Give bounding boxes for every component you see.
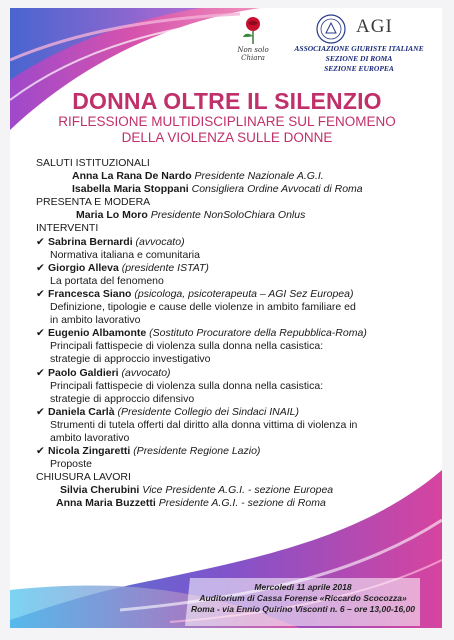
speaker-role: (Sostituto Procuratore della Repubblica-Roma) (149, 327, 367, 340)
speaker-line (36, 209, 436, 222)
speaker-name: Paolo Galdieri (48, 366, 119, 379)
checkmark-icon: ✔ (36, 235, 45, 248)
speaker-name: Silvia Cherubini (60, 484, 140, 497)
checkmark-icon: ✔ (36, 366, 45, 379)
intervention-line (36, 236, 436, 249)
intervention-line (36, 445, 436, 458)
program (36, 157, 436, 511)
speaker-role: (avvocato) (121, 366, 171, 379)
speaker-name: Eugenio Albamonte (48, 327, 147, 340)
intervention-topic: Definizione, tipologie e cause delle violenze in ambito familiare ed (50, 301, 356, 314)
speaker-name: Daniela Carlà (48, 405, 115, 418)
speaker-role: Presidente A.G.I. - sezione di Roma (158, 497, 326, 510)
intervention-line (36, 327, 436, 340)
checkmark-icon: ✔ (36, 287, 45, 300)
speaker-role: Presidente NonSoloChiara Onlus (150, 209, 306, 222)
speaker-role: Vice Presidente A.G.I. - sezione Europea (142, 484, 334, 497)
logo-text-line: Non solo (237, 46, 269, 54)
intervention-line (36, 262, 436, 275)
speaker-role: (psicologa, psicoterapeuta – AGI Sez Europea) (134, 287, 354, 300)
nonsolochiara-logo (228, 14, 278, 70)
section-heading-interventi: INTERVENTI (36, 222, 99, 235)
speaker-name: Isabella Maria Stoppani (72, 183, 189, 196)
intervention-line (36, 288, 436, 301)
logo-text-line: Chiara (241, 54, 265, 62)
speaker-name: Anna La Rana De Nardo (72, 170, 192, 183)
association-line: SEZIONE DI ROMA (325, 54, 393, 63)
speaker-role: (Presidente Collegio dei Sindaci INAIL) (117, 405, 299, 418)
event-address-time: Roma - via Ennio Quirino Visconti n. 6 – ore 13,00-16,00 (190, 604, 416, 614)
speaker-name: Sabrina Bernardi (48, 235, 133, 248)
speaker-name: Francesca Siano (48, 287, 132, 300)
speaker-line (36, 183, 436, 196)
speaker-role: Consigliera Ordine Avvocati di Roma (191, 183, 363, 196)
agi-seal-icon (316, 14, 346, 44)
rose-icon (228, 14, 278, 46)
section-heading-saluti: SALUTI ISTITUZIONALI (36, 157, 150, 169)
speaker-role: Presidente Nazionale A.G.I. (194, 170, 324, 183)
speaker-role: (presidente ISTAT) (121, 261, 209, 274)
event-date: Mercoledì 11 aprile 2018 (254, 582, 352, 592)
intervention-topic: ambito lavorativo (50, 431, 130, 444)
checkmark-icon: ✔ (36, 445, 45, 458)
agi-logo-text: AGI (356, 16, 393, 37)
event-subtitle (0, 114, 454, 146)
intervention-topic: Normativa italiana e comunitaria (50, 248, 200, 261)
intervention-topic: Proposte (50, 458, 93, 471)
checkmark-icon: ✔ (36, 261, 45, 274)
event-title: DONNA OLTRE IL SILENZIO (72, 88, 382, 114)
event-venue: Auditorium di Cassa Forense «Riccardo Scocozza» (199, 593, 407, 603)
intervention-line (36, 406, 436, 419)
speaker-role: (avvocato) (135, 235, 185, 248)
association-line: ASSOCIAZIONE GIURISTE ITALIANE (294, 44, 424, 53)
speaker-line (36, 484, 436, 497)
intervention-topic: strategie di approccio investigativo (50, 353, 211, 366)
speaker-line (36, 497, 436, 510)
intervention-topic: strategie di approccio difensivo (50, 392, 195, 405)
speaker-line (36, 170, 436, 183)
section-heading-chiusura: CHIUSURA LAVORI (36, 471, 131, 484)
checkmark-icon: ✔ (36, 327, 45, 340)
intervention-topic: Principali fattispecie di violenza sulla donna nella casistica: (50, 340, 324, 353)
section-heading-presenta: PRESENTA E MODERA (36, 196, 151, 209)
checkmark-icon: ✔ (36, 405, 45, 418)
intervention-topic: in ambito lavorativo (50, 314, 141, 327)
speaker-name: Anna Maria Buzzetti (56, 497, 156, 510)
speaker-role: (Presidente Regione Lazio) (133, 445, 261, 458)
subtitle-line: DELLA VIOLENZA SULLE DONNE (121, 130, 333, 145)
intervention-line (36, 367, 436, 380)
speaker-name: Giorgio Alleva (48, 261, 119, 274)
intervention-topic: Principali fattispecie di violenza sulla donna nella casistica: (50, 379, 324, 392)
association-line: SEZIONE EUROPEA (324, 64, 394, 73)
association-name (284, 44, 434, 74)
intervention-topic: La portata del fenomeno (50, 274, 164, 287)
intervention-topic: Strumenti di tutela offerti dal diritto alla donna vittima di violenza in (50, 418, 358, 431)
subtitle-line: RIFLESSIONE MULTIDISCIPLINARE SUL FENOMENO (58, 114, 396, 129)
speaker-name: Maria Lo Moro (76, 209, 148, 222)
event-details (188, 582, 418, 615)
speaker-name: Nicola Zingaretti (48, 445, 131, 458)
